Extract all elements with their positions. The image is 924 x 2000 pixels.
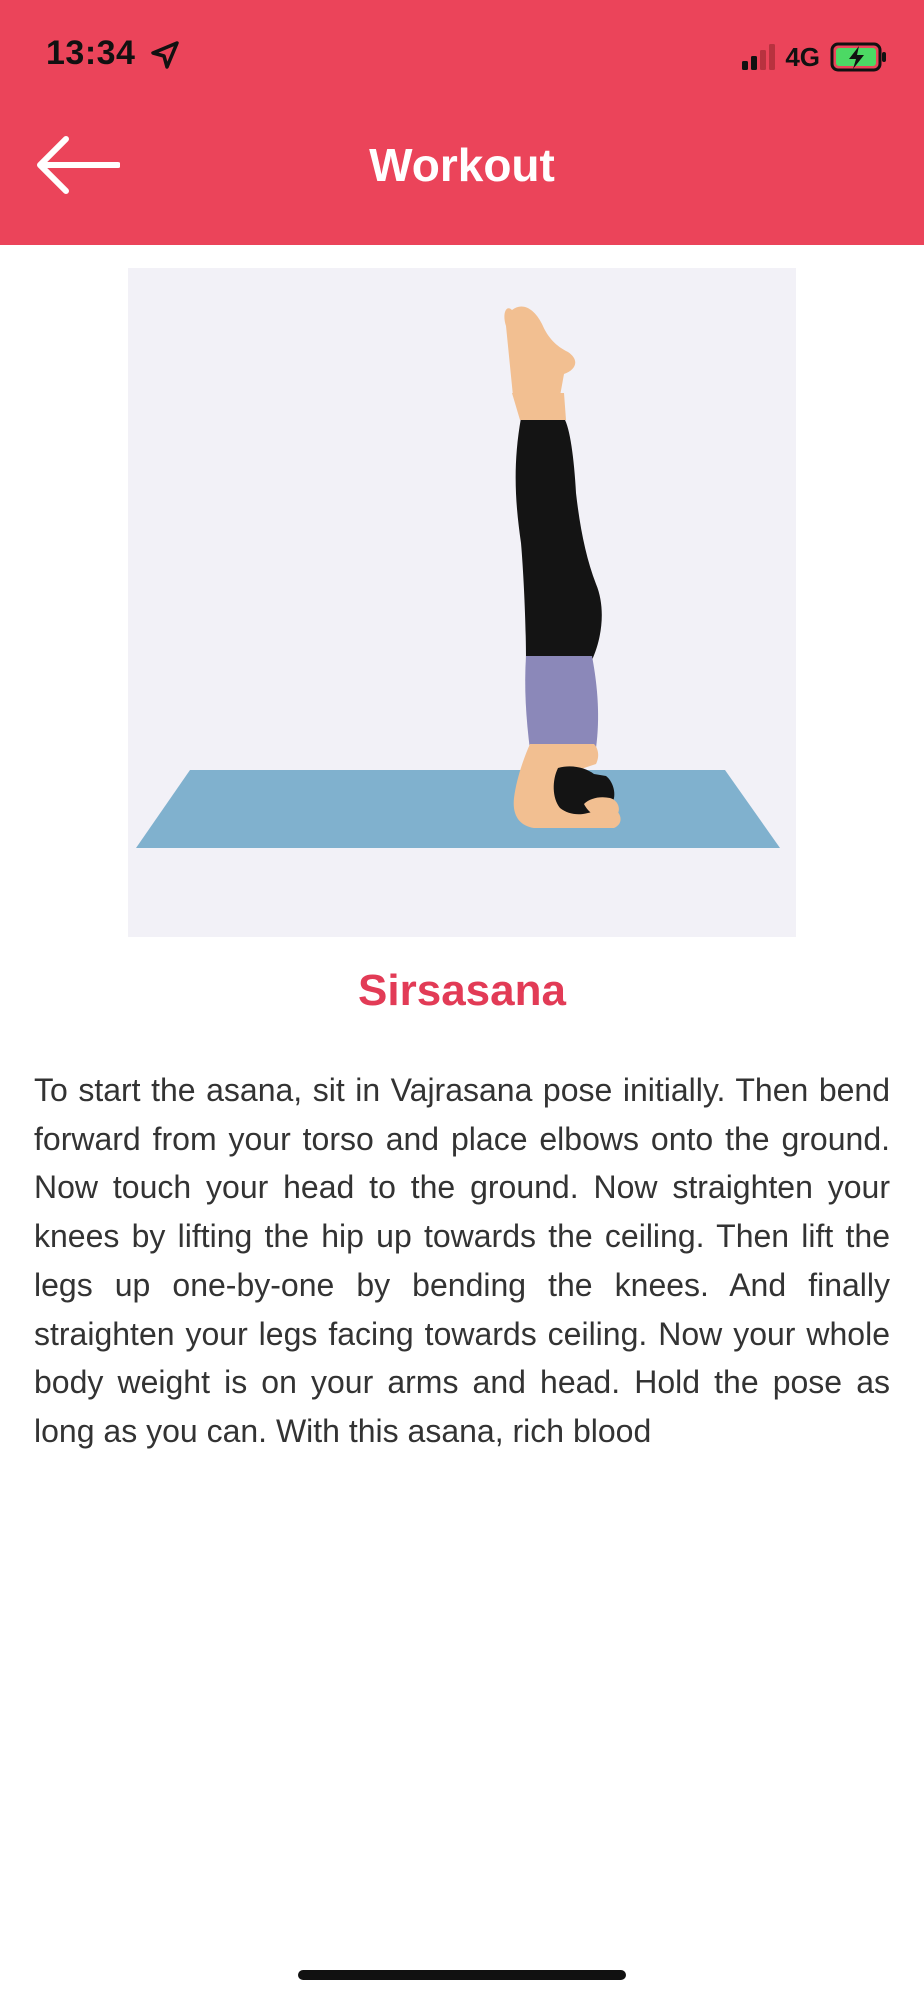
- battery-charging-icon: [830, 42, 888, 72]
- page-title: Workout: [369, 139, 555, 191]
- pose-name: Sirsasana: [358, 966, 566, 1015]
- pose-illustration: [128, 268, 796, 937]
- header-bar: [0, 0, 924, 245]
- yoga-mat: [136, 770, 780, 848]
- cellular-signal-icon: [742, 44, 775, 70]
- headstand-figure: [128, 268, 796, 937]
- ankles: [512, 393, 566, 420]
- feet: [504, 306, 575, 396]
- legs: [516, 418, 602, 660]
- location-arrow-icon: [150, 40, 180, 70]
- status-time: 13:34: [46, 34, 136, 72]
- home-indicator[interactable]: [298, 1970, 626, 1980]
- network-type: 4G: [785, 41, 820, 72]
- status-indicators: [742, 40, 888, 74]
- pose-description: To start the asana, sit in Vajrasana pose initially. Then bend forward from your torso and place elbows onto the ground. Now touch your head to the ground. Now straighten your knees by lifting the hip up towards the ceiling. Then lift the legs up one-by-one by bending the knees. And finally straighten your legs facing towards ceiling. Now your whole body weight is on your arms and head. Hold the pose as long as you can. With this asana, rich blood: [34, 1072, 890, 1449]
- torso: [525, 656, 598, 750]
